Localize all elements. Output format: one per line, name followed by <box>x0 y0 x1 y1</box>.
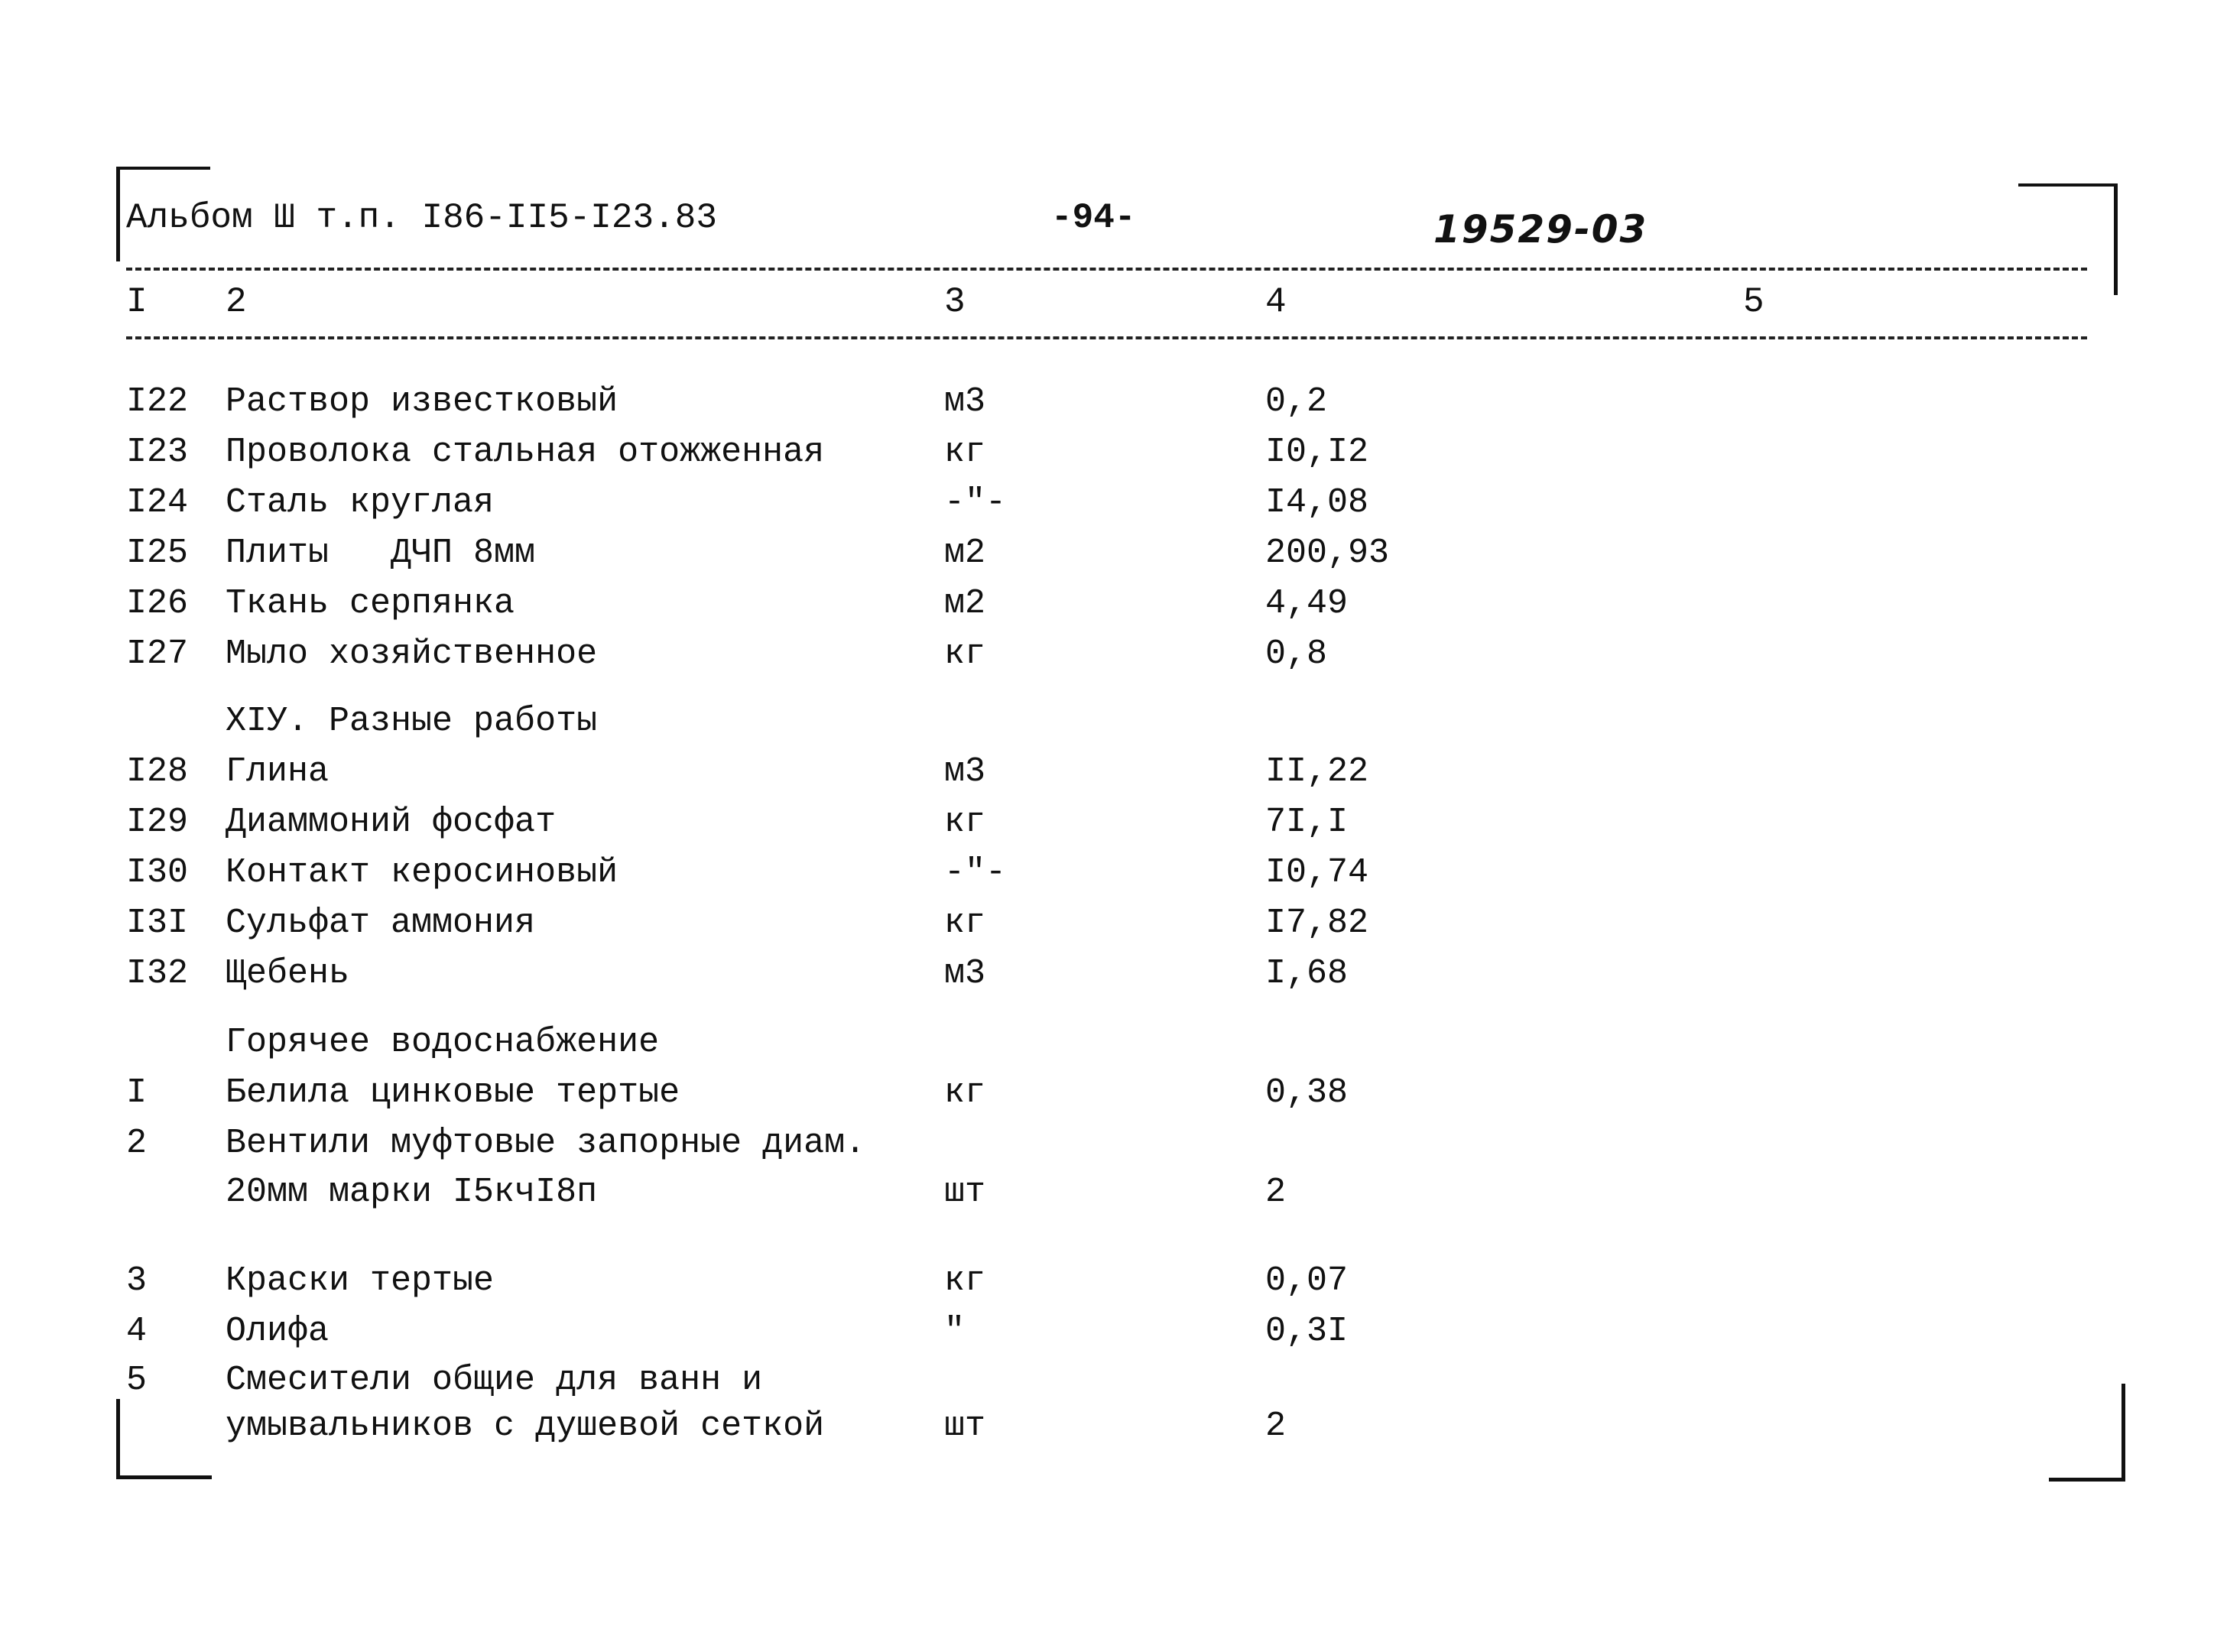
section-title: Горячее водоснабжение <box>226 1023 660 1062</box>
row-quantity: 0,38 <box>1265 1073 1349 1112</box>
row-unit: м3 <box>944 382 986 421</box>
row-number: I3I <box>126 904 189 943</box>
row-name: Смесители общие для ванн и <box>226 1361 763 1400</box>
row-name: Плиты ДЧП 8мм <box>226 534 536 573</box>
header-rule-bottom <box>126 336 2087 339</box>
row-number: I29 <box>126 803 189 842</box>
table-row <box>0 1069 2240 1117</box>
table-row <box>0 479 2240 527</box>
album-reference: Альбом Ш т.п. I86-II5-I23.83 <box>126 198 717 238</box>
row-number: I26 <box>126 584 189 623</box>
row-unit: м2 <box>944 534 986 573</box>
row-name: Глина <box>226 752 330 791</box>
table-row <box>0 1308 2240 1355</box>
row-quantity: I0,74 <box>1265 853 1369 892</box>
table-row <box>0 748 2240 796</box>
row-unit: кг <box>944 803 986 842</box>
row-quantity: 0,2 <box>1265 382 1328 421</box>
row-quantity: I,68 <box>1265 954 1349 993</box>
row-name: Мыло хозяйственное <box>226 635 598 673</box>
row-unit: " <box>944 1312 966 1351</box>
table-row <box>0 799 2240 846</box>
row-unit: шт <box>944 1407 986 1446</box>
row-unit: м3 <box>944 954 986 993</box>
row-quantity: 0,8 <box>1265 635 1328 673</box>
row-quantity: 4,49 <box>1265 584 1349 623</box>
row-name: Ткань серпянка <box>226 584 515 623</box>
corner-bracket-top-right <box>2018 183 2118 295</box>
table-row <box>0 530 2240 577</box>
table-row <box>0 900 2240 947</box>
row-quantity: I7,82 <box>1265 904 1369 943</box>
row-unit: кг <box>944 904 986 943</box>
row-name: умывальников с душевой сеткой <box>226 1407 825 1446</box>
row-name: Краски тертые <box>226 1261 495 1300</box>
row-name: 20мм марки I5кчI8п <box>226 1173 598 1212</box>
table-row <box>0 1258 2240 1305</box>
row-unit: кг <box>944 1073 986 1112</box>
column-header-2: 2 <box>226 282 247 322</box>
row-number: I24 <box>126 483 189 522</box>
table-row <box>0 580 2240 628</box>
row-number: I23 <box>126 433 189 472</box>
row-unit: м2 <box>944 584 986 623</box>
row-number: 4 <box>126 1312 148 1351</box>
document-code: 19529-03 <box>1433 207 1648 252</box>
header-rule-top <box>126 268 2087 271</box>
section-heading <box>0 1019 2240 1066</box>
row-number: I <box>126 1073 148 1112</box>
row-number: I27 <box>126 635 189 673</box>
row-quantity: 0,07 <box>1265 1261 1349 1300</box>
row-unit: кг <box>944 635 986 673</box>
row-name: Белила цинковые тертые <box>226 1073 680 1112</box>
row-quantity: 200,93 <box>1265 534 1390 573</box>
row-quantity: I0,I2 <box>1265 433 1369 472</box>
row-name: Проволока стальная отожженная <box>226 433 825 472</box>
row-number: 5 <box>126 1361 148 1400</box>
column-header-4: 4 <box>1265 282 1287 322</box>
row-unit: кг <box>944 433 986 472</box>
table-row <box>0 631 2240 678</box>
column-header-1: I <box>126 282 148 322</box>
section-heading <box>0 698 2240 745</box>
table-row <box>0 429 2240 476</box>
page-number: -94- <box>1051 198 1136 238</box>
row-name: Щебень <box>226 954 350 993</box>
row-name: Контакт керосиновый <box>226 853 618 892</box>
table-row <box>0 849 2240 897</box>
row-quantity: 2 <box>1265 1407 1287 1446</box>
row-number: I32 <box>126 954 189 993</box>
section-title: XIУ. Разные работы <box>226 702 598 741</box>
row-quantity: I4,08 <box>1265 483 1369 522</box>
row-name: Сталь круглая <box>226 483 495 522</box>
table-row <box>0 378 2240 426</box>
row-number: I28 <box>126 752 189 791</box>
row-unit: кг <box>944 1261 986 1300</box>
row-quantity: 2 <box>1265 1173 1287 1212</box>
table-row <box>0 1357 2240 1404</box>
row-number: I25 <box>126 534 189 573</box>
table-row <box>0 1120 2240 1167</box>
row-unit: -"- <box>944 853 1007 892</box>
row-unit: шт <box>944 1173 986 1212</box>
row-quantity: II,22 <box>1265 752 1369 791</box>
row-name: Олифа <box>226 1312 330 1351</box>
column-header-3: 3 <box>944 282 966 322</box>
row-number: I22 <box>126 382 189 421</box>
row-number: 2 <box>126 1124 148 1163</box>
table-row <box>0 1169 2240 1216</box>
row-name: Раствор известковый <box>226 382 618 421</box>
row-unit: м3 <box>944 752 986 791</box>
row-quantity: 0,3I <box>1265 1312 1349 1351</box>
row-unit: -"- <box>944 483 1007 522</box>
column-header-5: 5 <box>1743 282 1764 322</box>
row-name: Сульфат аммония <box>226 904 536 943</box>
table-row <box>0 1403 2240 1450</box>
row-name: Вентили муфтовые запорные диам. <box>226 1124 866 1163</box>
row-number: 3 <box>126 1261 148 1300</box>
row-quantity: 7I,I <box>1265 803 1349 842</box>
row-number: I30 <box>126 853 189 892</box>
table-row <box>0 950 2240 998</box>
row-name: Диаммоний фосфат <box>226 803 557 842</box>
